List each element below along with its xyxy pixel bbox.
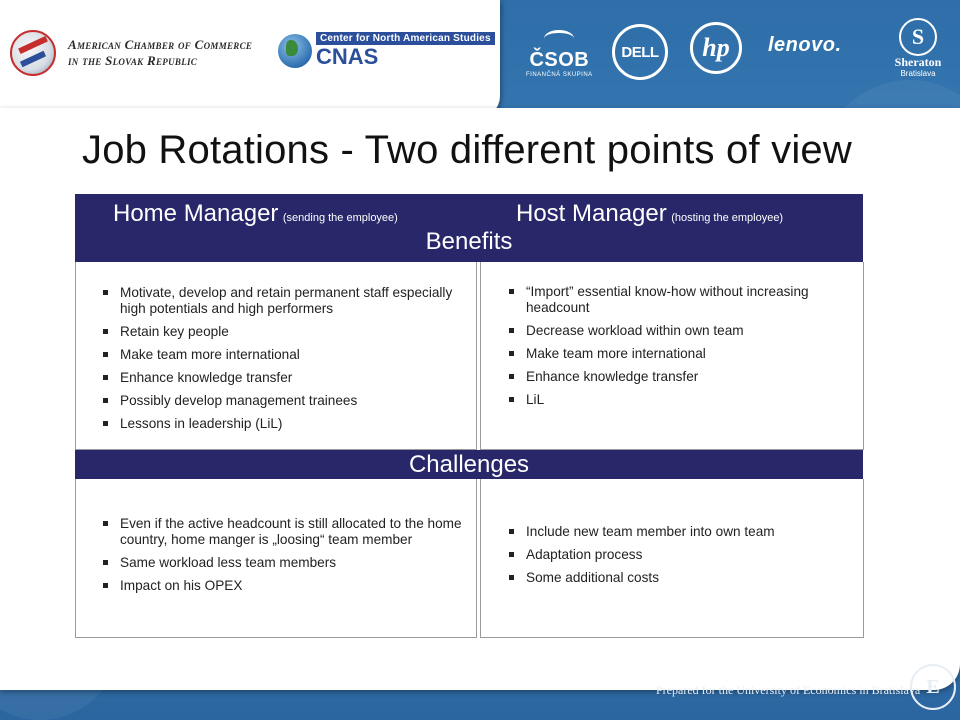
cnas-text bbox=[316, 32, 495, 69]
globe-icon bbox=[278, 34, 312, 68]
list-item: Make team more international bbox=[508, 346, 848, 362]
header-band bbox=[75, 194, 863, 262]
sheraton-logo bbox=[888, 18, 948, 78]
list-item: Enhance knowledge transfer bbox=[102, 370, 462, 386]
cnas-logo bbox=[278, 32, 495, 69]
list-item: Some additional costs bbox=[508, 570, 848, 586]
csob-logo bbox=[526, 30, 593, 78]
sheraton-name: Sheraton bbox=[894, 55, 942, 69]
csob-tagline: FINANČNÁ SKUPINA bbox=[526, 72, 593, 78]
amcham-logo bbox=[10, 30, 252, 76]
amcham-line-1: American Chamber of Commerce bbox=[68, 37, 253, 52]
host-manager-header bbox=[516, 200, 783, 228]
list-item: Retain key people bbox=[102, 324, 462, 340]
home-challenges-list bbox=[102, 516, 462, 601]
footer-credit: Prepared for the University of Economics in Bratislava bbox=[656, 683, 921, 697]
lenovo-logo: lenovo. bbox=[768, 34, 842, 56]
home-manager-header bbox=[113, 200, 398, 228]
amcham-emblem-icon bbox=[10, 30, 56, 76]
list-item: Adaptation process bbox=[508, 547, 848, 563]
dell-logo bbox=[612, 24, 668, 80]
list-item: LiL bbox=[508, 392, 848, 408]
list-item: Enhance knowledge transfer bbox=[508, 369, 848, 385]
csob-wave-icon bbox=[544, 30, 574, 47]
cnas-acronym: CNAS bbox=[316, 44, 379, 69]
hp-logo bbox=[690, 22, 742, 74]
sheraton-mark: S bbox=[911, 24, 925, 49]
challenges-heading: Challenges bbox=[408, 451, 530, 478]
amcham-line-2: in the Slovak Republic bbox=[68, 53, 198, 68]
host-manager-title: Host Manager bbox=[516, 200, 667, 227]
sponsor-logos bbox=[520, 18, 960, 88]
list-item: Decrease workload within own team bbox=[508, 323, 848, 339]
slide-title: Job Rotations - Two different points of view bbox=[82, 128, 852, 172]
benefits-heading: Benefits bbox=[425, 228, 513, 255]
csob-name: ČSOB bbox=[529, 49, 590, 71]
cnas-full-name: Center for North American Studies bbox=[316, 32, 495, 45]
host-benefits-list bbox=[508, 284, 848, 415]
list-item: “Import” essential know-how without increasing headcount bbox=[508, 284, 848, 316]
list-item: Make team more international bbox=[102, 347, 462, 363]
list-item: Even if the active headcount is still allocated to the home country, home manger is „loosing“ team member bbox=[102, 516, 462, 548]
logo-banner bbox=[0, 0, 500, 118]
list-item: Include new team member into own team bbox=[508, 524, 848, 540]
amcham-name bbox=[68, 37, 252, 69]
challenges-band bbox=[75, 450, 863, 479]
dell-name: DELL bbox=[621, 43, 659, 61]
sheraton-city: Bratislava bbox=[900, 69, 936, 78]
home-benefits-list bbox=[102, 285, 462, 439]
home-manager-title: Home Manager bbox=[113, 200, 279, 227]
host-challenges-list bbox=[508, 524, 848, 593]
university-seal-icon: E bbox=[910, 664, 956, 710]
list-item: Impact on his OPEX bbox=[102, 578, 462, 594]
sheraton-emblem-icon bbox=[899, 18, 937, 56]
list-item: Motivate, develop and retain permanent staff especially high potentials and high performers bbox=[102, 285, 462, 317]
list-item: Possibly develop management trainees bbox=[102, 393, 462, 409]
host-manager-subtitle: (hosting the employee) bbox=[671, 212, 784, 224]
list-item: Same workload less team members bbox=[102, 555, 462, 571]
list-item: Lessons in leadership (LiL) bbox=[102, 416, 462, 432]
home-manager-subtitle: (sending the employee) bbox=[282, 212, 398, 224]
hp-name: hp bbox=[702, 33, 730, 62]
